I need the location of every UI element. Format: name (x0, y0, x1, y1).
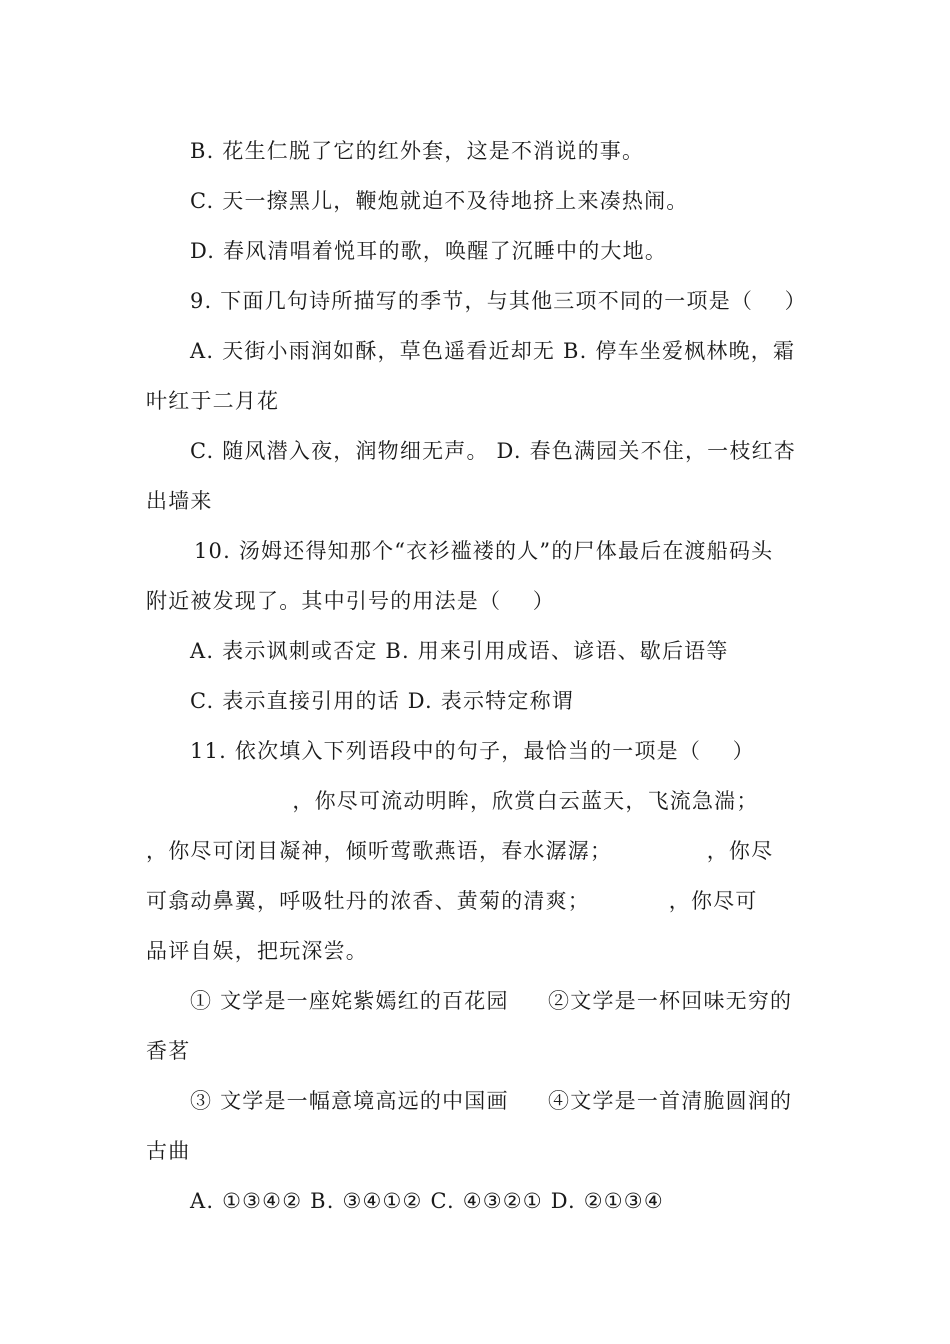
question-9-options-cd-cont: 出墙来 (146, 489, 213, 513)
question-9-options-ab-cont: 叶红于二月花 (146, 389, 280, 413)
question-11-sentences-34-cont: 古曲 (146, 1139, 191, 1163)
question-11-passage-line-1: ，你尽可流动明眸，欣赏白云蓝天，飞流急湍； (190, 789, 759, 813)
question-11-passage-line-4: 品评自娱，把玩深尝。 (146, 939, 368, 963)
question-10-options-cd: C. 表示直接引用的话 D. 表示特定称谓 (190, 689, 574, 713)
question-9-options-cd: C. 随风潜入夜，润物细无声。 D. 春色满园关不住，一枝红杏 (190, 439, 796, 463)
question-11-sentences-34: ③ 文学是一幅意境高远的中国画 ④文学是一首清脆圆润的 (190, 1089, 793, 1113)
question-11-passage-line-2: ，你尽可闭目凝神，倾听莺歌燕语，春水潺潺； ，你尽 (146, 839, 774, 863)
question-11-sentences-12-cont: 香茗 (146, 1039, 191, 1063)
question-11-answer-options: A. ①③④② B. ③④①② C. ④③②① D. ②①③④ (190, 1189, 664, 1213)
option-c-line: C. 天一擦黑儿，鞭炮就迫不及待地挤上来凑热闹。 (190, 189, 689, 213)
question-11-sentences-12: ① 文学是一座姹紫嫣红的百花园 ②文学是一杯回味无穷的 (190, 989, 793, 1013)
question-10-options-ab: A. 表示讽刺或否定 B. 用来引用成语、谚语、歇后语等 (190, 639, 729, 663)
option-d-line: D. 春风清唱着悦耳的歌，唤醒了沉睡中的大地。 (190, 239, 668, 263)
question-10-cont: 附近被发现了。其中引号的用法是（ ） (146, 589, 555, 613)
question-11-passage-line-3: 可翕动鼻翼，呼吸牡丹的浓香、黄菊的清爽； ，你尽可 (146, 889, 758, 913)
question-11: 11. 依次填入下列语段中的句子，最恰当的一项是（ ） (190, 739, 755, 763)
question-9: 9. 下面几句诗所描写的季节，与其他三项不同的一项是（ ） (190, 289, 807, 313)
question-10: 10. 汤姆还得知那个“衣衫褴褛的人”的尸体最后在渡船码头 (194, 539, 774, 563)
question-9-options-ab: A. 天街小雨润如酥，草色遥看近却无 B. 停车坐爱枫林晚，霜 (190, 339, 796, 363)
option-b-line: B. 花生仁脱了它的红外套，这是不消说的事。 (190, 139, 645, 163)
